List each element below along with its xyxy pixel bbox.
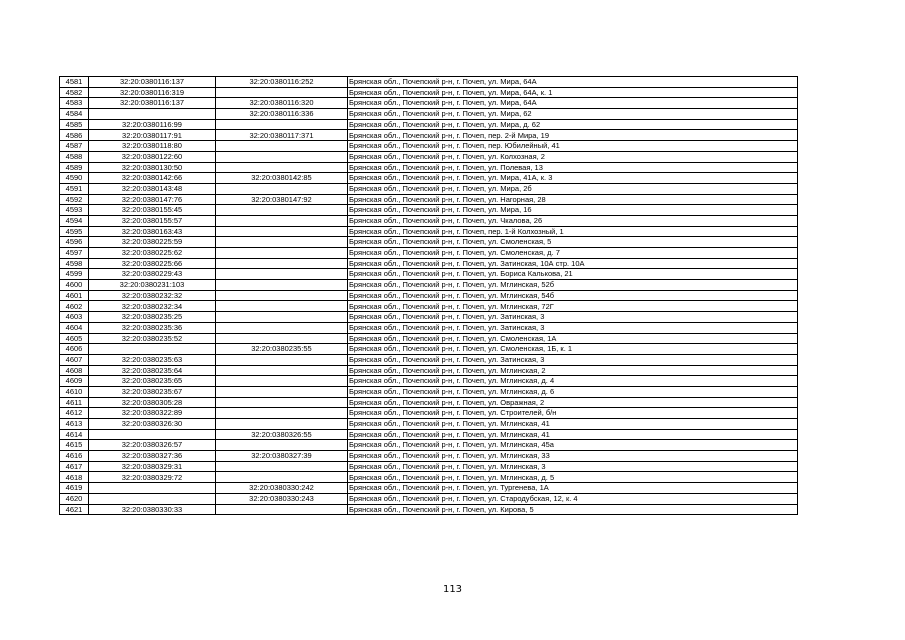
linked-cadastral-number-cell — [216, 397, 348, 408]
address-cell: Брянская обл., Почепский р-н, г. Почеп, ул. Овражная, 2 — [348, 397, 798, 408]
row-number-cell: 4599 — [60, 269, 89, 280]
linked-cadastral-number-cell: 32:20:0380235:55 — [216, 344, 348, 355]
linked-cadastral-number-cell — [216, 354, 348, 365]
row-number-cell: 4602 — [60, 301, 89, 312]
cadastral-number-cell: 32:20:0380225:62 — [89, 248, 216, 259]
linked-cadastral-number-cell — [216, 365, 348, 376]
table-row — [60, 205, 798, 216]
address-cell: Брянская обл., Почепский р-н, г. Почеп, ул. Полевая, 13 — [348, 162, 798, 173]
table-row — [60, 483, 798, 494]
cadastral-number-cell: 32:20:0380232:32 — [89, 290, 216, 301]
table-row — [60, 344, 798, 355]
address-cell: Брянская обл., Почепский р-н, г. Почеп, ул. Стародубская, 12, к. 4 — [348, 493, 798, 504]
row-number-cell: 4585 — [60, 119, 89, 130]
row-number-cell: 4606 — [60, 344, 89, 355]
table-row — [60, 215, 798, 226]
cadastral-number-cell: 32:20:0380235:65 — [89, 376, 216, 387]
table-row — [60, 258, 798, 269]
linked-cadastral-number-cell — [216, 290, 348, 301]
table-row — [60, 504, 798, 515]
address-cell: Брянская обл., Почепский р-н, г. Почеп, ул. Затинская, 3 — [348, 322, 798, 333]
row-number-cell: 4595 — [60, 226, 89, 237]
address-cell: Брянская обл., Почепский р-н, г. Почеп, ул. Мглинская, 41 — [348, 419, 798, 430]
address-cell: Брянская обл., Почепский р-н, г. Почеп, ул. Смоленская, 1Б, к. 1 — [348, 344, 798, 355]
address-cell: Брянская обл., Почепский р-н, г. Почеп, ул. Мира, 62 — [348, 109, 798, 120]
row-number-cell: 4618 — [60, 472, 89, 483]
table-row — [60, 429, 798, 440]
address-cell: Брянская обл., Почепский р-н, г. Почеп, ул. Нагорная, 28 — [348, 194, 798, 205]
linked-cadastral-number-cell — [216, 269, 348, 280]
table-row — [60, 130, 798, 141]
table-row — [60, 419, 798, 430]
cadastral-number-cell: 32:20:0380232:34 — [89, 301, 216, 312]
linked-cadastral-number-cell — [216, 141, 348, 152]
linked-cadastral-number-cell — [216, 280, 348, 291]
row-number-cell: 4590 — [60, 173, 89, 184]
address-cell: Брянская обл., Почепский р-н, г. Почеп, пер. Юбилейный, 41 — [348, 141, 798, 152]
row-number-cell: 4593 — [60, 205, 89, 216]
linked-cadastral-number-cell — [216, 504, 348, 515]
address-cell: Брянская обл., Почепский р-н, г. Почеп, ул. Мира, д. 62 — [348, 119, 798, 130]
row-number-cell: 4598 — [60, 258, 89, 269]
address-cell: Брянская обл., Почепский р-н, г. Почеп, ул. Затинская, 3 — [348, 312, 798, 323]
table-row — [60, 354, 798, 365]
cadastral-number-cell: 32:20:0380116:137 — [89, 98, 216, 109]
row-number-cell: 4617 — [60, 461, 89, 472]
cadastral-number-cell: 32:20:0380225:59 — [89, 237, 216, 248]
row-number-cell: 4621 — [60, 504, 89, 515]
linked-cadastral-number-cell: 32:20:0380330:242 — [216, 483, 348, 494]
cadastral-number-cell: 32:20:0380330:33 — [89, 504, 216, 515]
linked-cadastral-number-cell — [216, 322, 348, 333]
address-cell: Брянская обл., Почепский р-н, г. Почеп, ул. Бориса Калькова, 21 — [348, 269, 798, 280]
row-number-cell: 4589 — [60, 162, 89, 173]
linked-cadastral-number-cell — [216, 205, 348, 216]
cadastral-number-cell: 32:20:0380305:28 — [89, 397, 216, 408]
row-number-cell: 4581 — [60, 77, 89, 88]
row-number-cell: 4607 — [60, 354, 89, 365]
row-number-cell: 4587 — [60, 141, 89, 152]
table-row — [60, 301, 798, 312]
row-number-cell: 4601 — [60, 290, 89, 301]
linked-cadastral-number-cell — [216, 312, 348, 323]
cadastral-number-cell: 32:20:0380326:57 — [89, 440, 216, 451]
address-cell: Брянская обл., Почепский р-н, г. Почеп, пер. 2-й Мира, 19 — [348, 130, 798, 141]
cadastral-number-cell: 32:20:0380235:64 — [89, 365, 216, 376]
table-row — [60, 183, 798, 194]
linked-cadastral-number-cell — [216, 119, 348, 130]
row-number-cell: 4610 — [60, 386, 89, 397]
row-number-cell: 4615 — [60, 440, 89, 451]
table-row — [60, 77, 798, 88]
table-row — [60, 333, 798, 344]
address-cell: Брянская обл., Почепский р-н, г. Почеп, ул. Чкалова, 26 — [348, 215, 798, 226]
cadastral-number-cell: 32:20:0380235:52 — [89, 333, 216, 344]
table-row — [60, 493, 798, 504]
address-cell: Брянская обл., Почепский р-н, г. Почеп, ул. Смоленская, 1А — [348, 333, 798, 344]
address-cell: Брянская обл., Почепский р-н, г. Почеп, ул. Мира, 16 — [348, 205, 798, 216]
address-cell: Брянская обл., Почепский р-н, г. Почеп, ул. Смоленская, д. 7 — [348, 248, 798, 259]
address-cell: Брянская обл., Почепский р-н, г. Почеп, ул. Мглинская, 41 — [348, 429, 798, 440]
cadastral-number-cell: 32:20:0380329:31 — [89, 461, 216, 472]
row-number-cell: 4594 — [60, 215, 89, 226]
address-cell: Брянская обл., Почепский р-н, г. Почеп, ул. Кирова, 5 — [348, 504, 798, 515]
table-row — [60, 248, 798, 259]
address-cell: Брянская обл., Почепский р-н, г. Почеп, ул. Мглинская, 2 — [348, 365, 798, 376]
row-number-cell: 4596 — [60, 237, 89, 248]
cadastral-number-cell: 32:20:0380155:45 — [89, 205, 216, 216]
linked-cadastral-number-cell — [216, 408, 348, 419]
cadastral-number-cell: 32:20:0380231:103 — [89, 280, 216, 291]
table-row — [60, 226, 798, 237]
cadastral-number-cell: 32:20:0380143:48 — [89, 183, 216, 194]
cadastral-number-cell: 32:20:0380322:89 — [89, 408, 216, 419]
table-row — [60, 269, 798, 280]
table-row — [60, 397, 798, 408]
cadastral-number-cell: 32:20:0380117:91 — [89, 130, 216, 141]
cadastral-number-cell: 32:20:0380235:67 — [89, 386, 216, 397]
cadastral-number-cell — [89, 483, 216, 494]
table-row — [60, 141, 798, 152]
cadastral-number-cell — [89, 109, 216, 120]
address-cell: Брянская обл., Почепский р-н, г. Почеп, ул. Мглинская, 52б — [348, 280, 798, 291]
linked-cadastral-number-cell: 32:20:0380117:371 — [216, 130, 348, 141]
table-row — [60, 109, 798, 120]
address-cell: Брянская обл., Почепский р-н, г. Почеп, ул. Мглинская, 3 — [348, 461, 798, 472]
table-row — [60, 87, 798, 98]
table-row — [60, 237, 798, 248]
row-number-cell: 4597 — [60, 248, 89, 259]
linked-cadastral-number-cell: 32:20:0380330:243 — [216, 493, 348, 504]
table-row — [60, 280, 798, 291]
table-row — [60, 119, 798, 130]
cadastral-number-cell: 32:20:0380116:99 — [89, 119, 216, 130]
table-row — [60, 440, 798, 451]
cadastral-number-cell: 32:20:0380225:66 — [89, 258, 216, 269]
table-row — [60, 322, 798, 333]
row-number-cell: 4614 — [60, 429, 89, 440]
linked-cadastral-number-cell — [216, 258, 348, 269]
address-cell: Брянская обл., Почепский р-н, г. Почеп, ул. Затинская, 3 — [348, 354, 798, 365]
linked-cadastral-number-cell: 32:20:0380147:92 — [216, 194, 348, 205]
row-number-cell: 4609 — [60, 376, 89, 387]
cadastral-number-cell: 32:20:0380326:30 — [89, 419, 216, 430]
page-number: 113 — [442, 584, 463, 595]
linked-cadastral-number-cell — [216, 248, 348, 259]
cadastral-number-cell: 32:20:0380122:60 — [89, 151, 216, 162]
table-row — [60, 451, 798, 462]
cadastral-number-cell: 32:20:0380142:66 — [89, 173, 216, 184]
row-number-cell: 4588 — [60, 151, 89, 162]
table-row — [60, 461, 798, 472]
row-number-cell: 4592 — [60, 194, 89, 205]
table-row — [60, 472, 798, 483]
linked-cadastral-number-cell — [216, 386, 348, 397]
property-registry-table — [59, 76, 798, 515]
address-cell: Брянская обл., Почепский р-н, г. Почеп, ул. Тургенева, 1А — [348, 483, 798, 494]
table-row — [60, 290, 798, 301]
cadastral-number-cell: 32:20:0380130:50 — [89, 162, 216, 173]
row-number-cell: 4612 — [60, 408, 89, 419]
address-cell: Брянская обл., Почепский р-н, г. Почеп, ул. Мира, 2б — [348, 183, 798, 194]
address-cell: Брянская обл., Почепский р-н, г. Почеп, ул. Мглинская, 72Г — [348, 301, 798, 312]
linked-cadastral-number-cell — [216, 301, 348, 312]
address-cell: Брянская обл., Почепский р-н, г. Почеп, ул. Мглинская, 45а — [348, 440, 798, 451]
table-row — [60, 386, 798, 397]
address-cell: Брянская обл., Почепский р-н, г. Почеп, ул. Мглинская, д. 4 — [348, 376, 798, 387]
table-row — [60, 376, 798, 387]
cadastral-number-cell: 32:20:0380235:36 — [89, 322, 216, 333]
address-cell: Брянская обл., Почепский р-н, г. Почеп, ул. Мира, 41А, к. 3 — [348, 173, 798, 184]
linked-cadastral-number-cell — [216, 376, 348, 387]
address-cell: Брянская обл., Почепский р-н, г. Почеп, ул. Колхозная, 2 — [348, 151, 798, 162]
linked-cadastral-number-cell: 32:20:0380142:85 — [216, 173, 348, 184]
cadastral-number-cell: 32:20:0380163:43 — [89, 226, 216, 237]
address-cell: Брянская обл., Почепский р-н, г. Почеп, ул. Мглинская, д. 5 — [348, 472, 798, 483]
linked-cadastral-number-cell — [216, 162, 348, 173]
cadastral-number-cell: 32:20:0380116:319 — [89, 87, 216, 98]
linked-cadastral-number-cell: 32:20:0380326:55 — [216, 429, 348, 440]
row-number-cell: 4582 — [60, 87, 89, 98]
cadastral-number-cell: 32:20:0380118:80 — [89, 141, 216, 152]
address-cell: Брянская обл., Почепский р-н, г. Почеп, ул. Затинская, 10А стр. 10А — [348, 258, 798, 269]
table-row — [60, 151, 798, 162]
row-number-cell: 4613 — [60, 419, 89, 430]
linked-cadastral-number-cell: 32:20:0380116:252 — [216, 77, 348, 88]
address-cell: Брянская обл., Почепский р-н, г. Почеп, пер. 1-й Колхозный, 1 — [348, 226, 798, 237]
linked-cadastral-number-cell — [216, 333, 348, 344]
cadastral-number-cell: 32:20:0380327:36 — [89, 451, 216, 462]
linked-cadastral-number-cell — [216, 183, 348, 194]
address-cell: Брянская обл., Почепский р-н, г. Почеп, ул. Мира, 64А — [348, 98, 798, 109]
row-number-cell: 4620 — [60, 493, 89, 504]
row-number-cell: 4611 — [60, 397, 89, 408]
cadastral-number-cell — [89, 493, 216, 504]
linked-cadastral-number-cell — [216, 151, 348, 162]
linked-cadastral-number-cell — [216, 419, 348, 430]
cadastral-number-cell: 32:20:0380229:43 — [89, 269, 216, 280]
table-row — [60, 312, 798, 323]
table-row — [60, 194, 798, 205]
linked-cadastral-number-cell: 32:20:0380116:320 — [216, 98, 348, 109]
linked-cadastral-number-cell — [216, 472, 348, 483]
row-number-cell: 4583 — [60, 98, 89, 109]
table-row — [60, 162, 798, 173]
row-number-cell: 4605 — [60, 333, 89, 344]
row-number-cell: 4603 — [60, 312, 89, 323]
table-row — [60, 98, 798, 109]
address-cell: Брянская обл., Почепский р-н, г. Почеп, ул. Строителей, б/н — [348, 408, 798, 419]
linked-cadastral-number-cell — [216, 461, 348, 472]
linked-cadastral-number-cell — [216, 87, 348, 98]
address-cell: Брянская обл., Почепский р-н, г. Почеп, ул. Мглинская, 33 — [348, 451, 798, 462]
table-row — [60, 408, 798, 419]
cadastral-number-cell — [89, 429, 216, 440]
linked-cadastral-number-cell: 32:20:0380116:336 — [216, 109, 348, 120]
cadastral-number-cell: 32:20:0380235:63 — [89, 354, 216, 365]
linked-cadastral-number-cell — [216, 226, 348, 237]
row-number-cell: 4608 — [60, 365, 89, 376]
address-cell: Брянская обл., Почепский р-н, г. Почеп, ул. Мглинская, 54б — [348, 290, 798, 301]
cadastral-number-cell — [89, 344, 216, 355]
linked-cadastral-number-cell — [216, 237, 348, 248]
address-cell: Брянская обл., Почепский р-н, г. Почеп, ул. Смоленская, 5 — [348, 237, 798, 248]
cadastral-number-cell: 32:20:0380329:72 — [89, 472, 216, 483]
row-number-cell: 4604 — [60, 322, 89, 333]
linked-cadastral-number-cell — [216, 440, 348, 451]
linked-cadastral-number-cell: 32:20:0380327:39 — [216, 451, 348, 462]
cadastral-number-cell: 32:20:0380147:76 — [89, 194, 216, 205]
cadastral-number-cell: 32:20:0380155:57 — [89, 215, 216, 226]
row-number-cell: 4600 — [60, 280, 89, 291]
row-number-cell: 4591 — [60, 183, 89, 194]
row-number-cell: 4584 — [60, 109, 89, 120]
row-number-cell: 4619 — [60, 483, 89, 494]
registry-table-body — [60, 77, 798, 515]
row-number-cell: 4616 — [60, 451, 89, 462]
cadastral-number-cell: 32:20:0380116:137 — [89, 77, 216, 88]
table-row — [60, 173, 798, 184]
address-cell: Брянская обл., Почепский р-н, г. Почеп, ул. Мглинская, д. 6 — [348, 386, 798, 397]
cadastral-number-cell: 32:20:0380235:25 — [89, 312, 216, 323]
address-cell: Брянская обл., Почепский р-н, г. Почеп, ул. Мира, 64А — [348, 77, 798, 88]
row-number-cell: 4586 — [60, 130, 89, 141]
table-row — [60, 365, 798, 376]
linked-cadastral-number-cell — [216, 215, 348, 226]
address-cell: Брянская обл., Почепский р-н, г. Почеп, ул. Мира, 64А, к. 1 — [348, 87, 798, 98]
